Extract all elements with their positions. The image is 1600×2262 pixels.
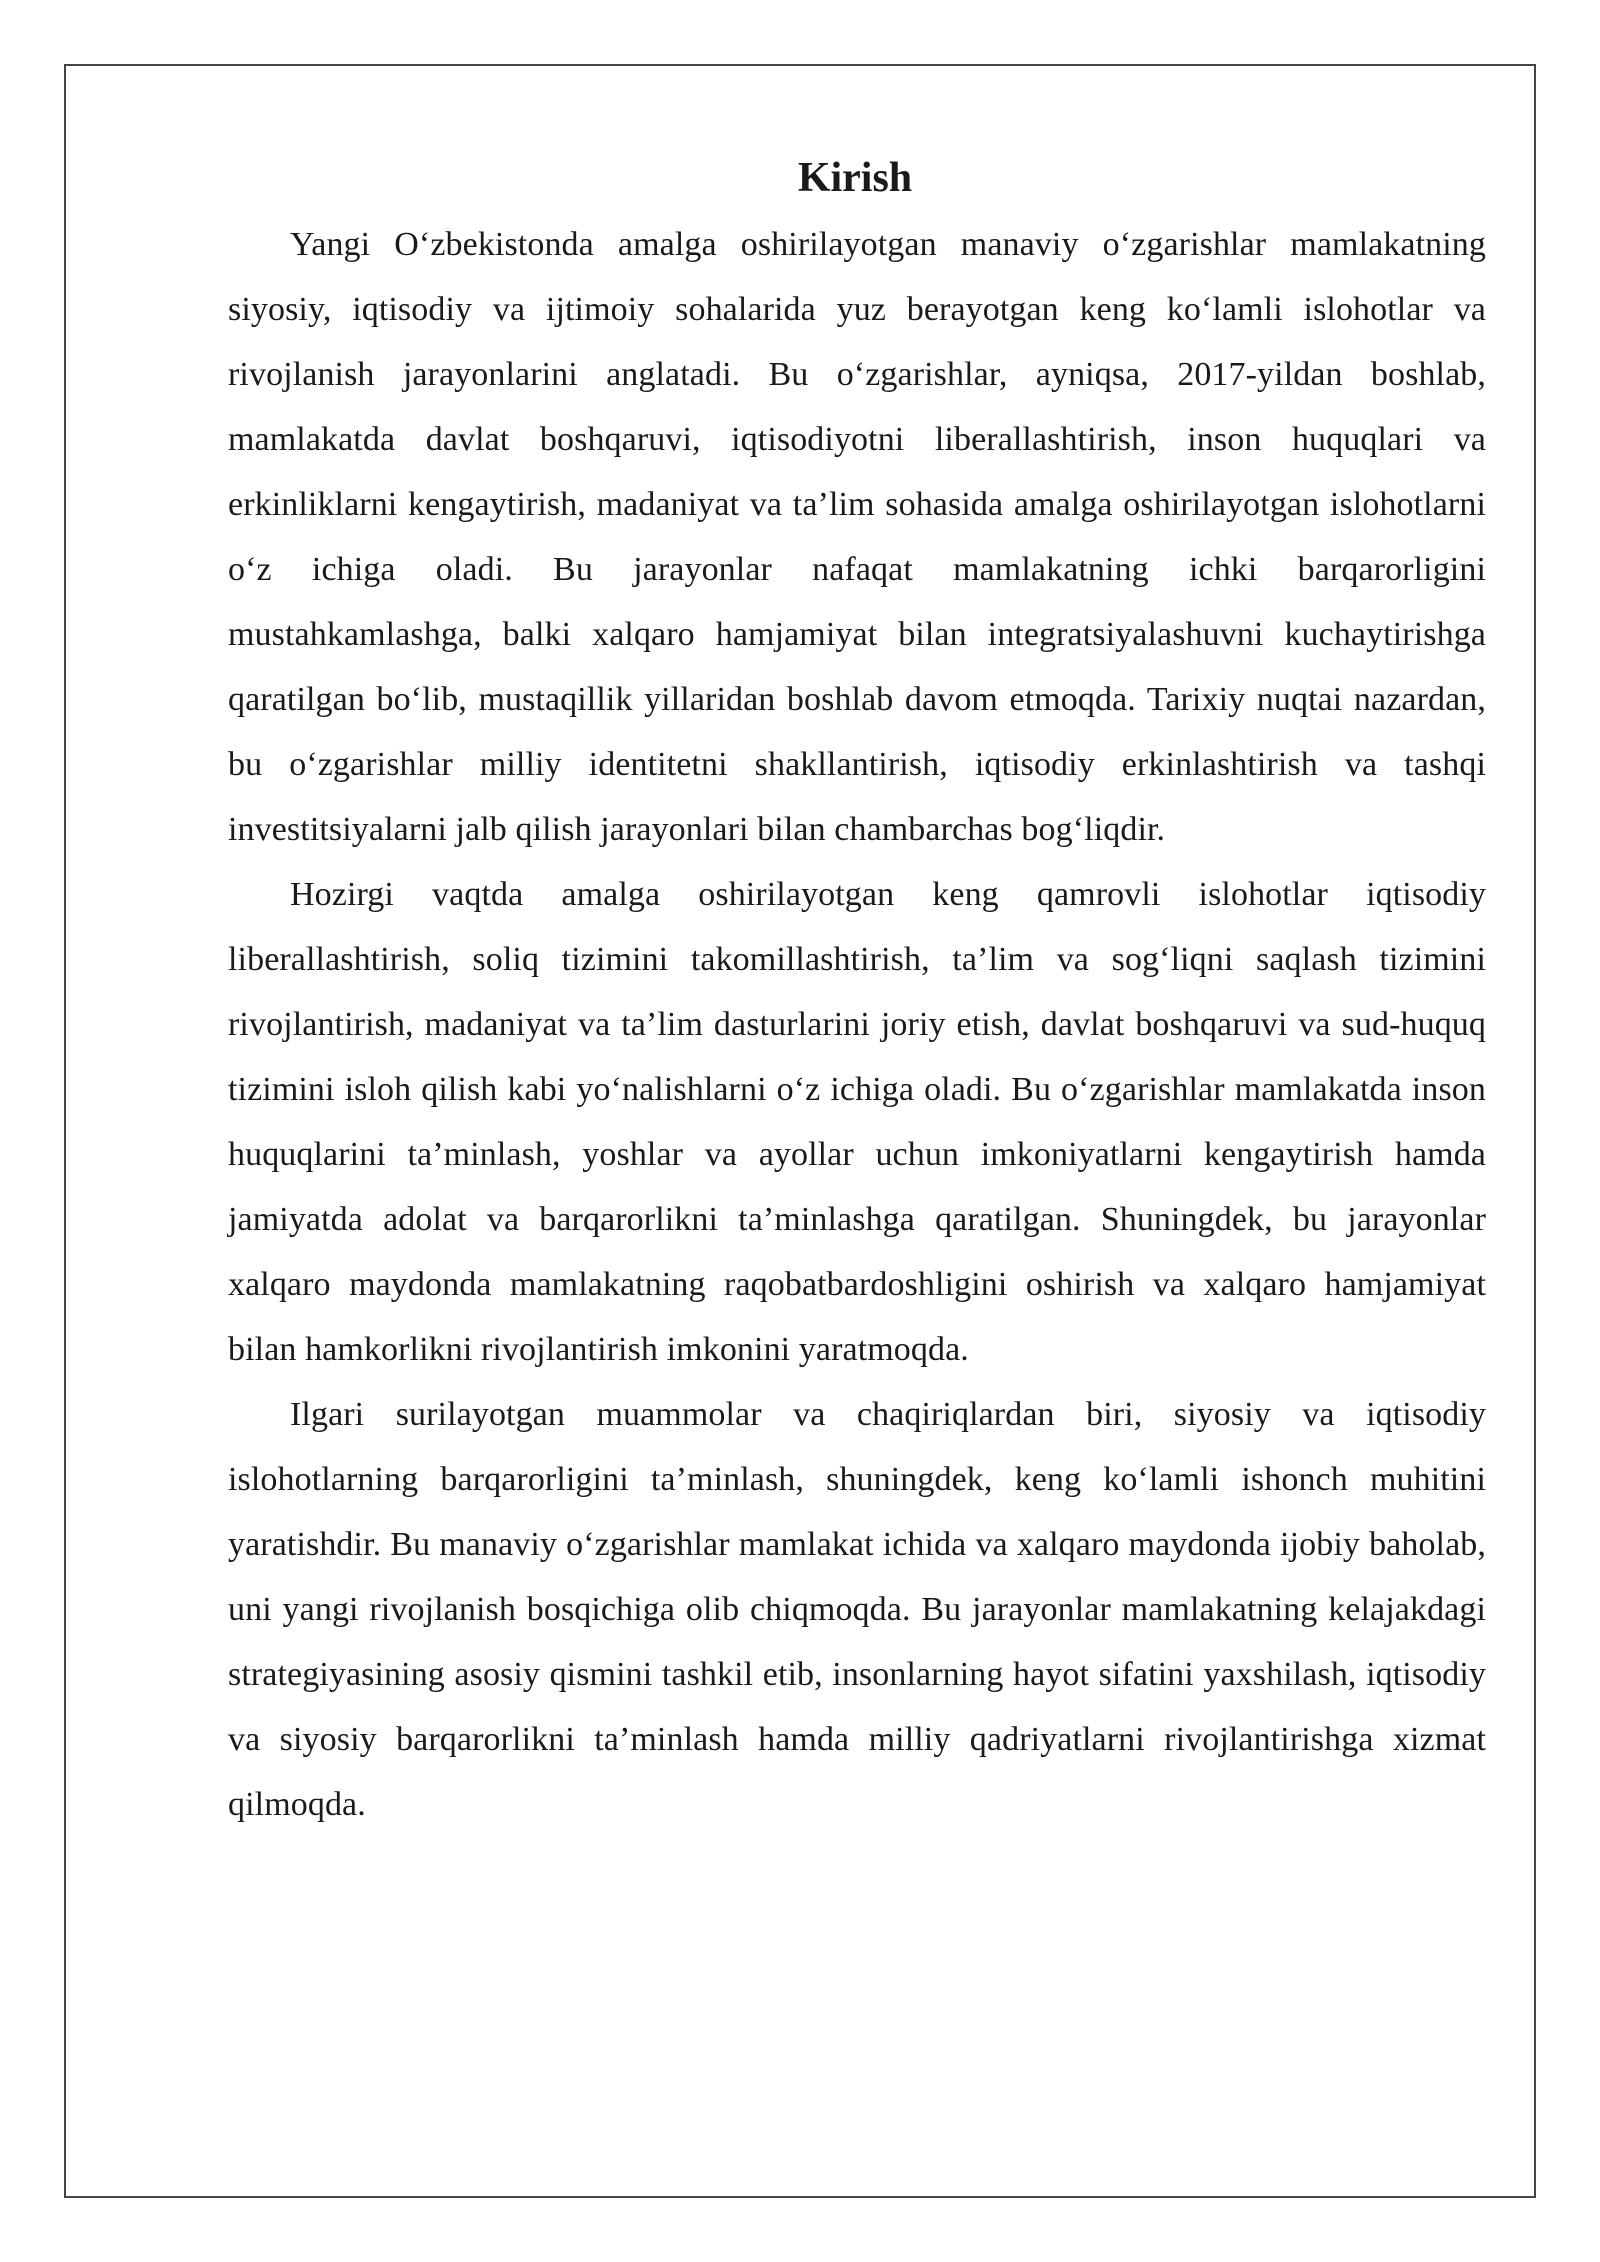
paragraph-2: Hozirgi vaqtda amalga oshirilayotgan keng qamrovli islohotlar iqtisodiy liberallashtirish, soliq tizimini takomillashtirish, ta’lim va sog‘liqni saqlash tizimini rivojlantirish, madaniyat va ta’lim dasturlarini joriy etish, davlat boshqaruvi va sud-huquq tizimini isloh qilish kabi yo‘nalishlarni o‘z ichiga oladi. Bu o‘zgarishlar mamlakatda inson huquqlarini ta’minlash, yoshlar va ayollar uchun imkoniyatlarni kengaytirish hamda jamiyatda adolat va barqarorlikni ta’minlashga qaratilgan. Shuningdek, bu jarayonlar xalqaro maydonda mamlakatning raqobatbardoshligini oshirish va xalqaro hamjamiyat bilan hamkorlikni rivojlantirish imkonini yaratmoqda. bbox=[228, 876, 1486, 1368]
paragraph-3: Ilgari surilayotgan muammolar va chaqiriqlardan biri, siyosiy va iqtisodiy islohotlarning barqarorligini ta’minlash, shuningdek, keng ko‘lamli ishonch muhitini yaratishdir. Bu manaviy o‘zgarishlar mamlakat ichida va xalqaro maydonda ijobiy baholab, uni yangi rivojlanish bosqichiga olib chiqmoqda. Bu jarayonlar mamlakatning kelajakdagi strategiyasining asosiy qismini tashkil etib, insonlarning hayot sifatini yaxshilash, iqtisodiy va siyosiy barqarorlikni ta’minlash hamda milliy qadriyatlarni rivojlantirishga xizmat qilmoqda. bbox=[228, 1396, 1486, 1823]
document-title: Kirish bbox=[797, 155, 913, 201]
document-body bbox=[228, 150, 1486, 1837]
paragraph-1: Yangi O‘zbekistonda amalga oshirilayotgan manaviy o‘zgarishlar mamlakatning siyosiy, iqtisodiy va ijtimoiy sohalarida yuz berayotgan keng ko‘lamli islohotlar va rivojlanish jarayonlarini anglatadi. Bu o‘zgarishlar, ayniqsa, 2017-yildan boshlab, mamlakatda davlat boshqaruvi, iqtisodiyotni liberallashtirish, inson huquqlari va erkinliklarni kengaytirish, madaniyat va ta’lim sohasida amalga oshirilayotgan islohotlarni o‘z ichiga oladi. Bu jarayonlar nafaqat mamlakatning ichki barqarorligini mustahkamlashga, balki xalqaro hamjamiyat bilan integratsiyalashuvni kuchaytirishga qaratilgan bo‘lib, mustaqillik yillaridan boshlab davom etmoqda. Tarixiy nuqtai nazardan, bu o‘zgarishlar milliy identitetni shakllantirish, iqtisodiy erkinlashtirish va tashqi investitsiyalarni jalb qilish jarayonlari bilan chambarchas bog‘liqdir. bbox=[228, 226, 1486, 848]
